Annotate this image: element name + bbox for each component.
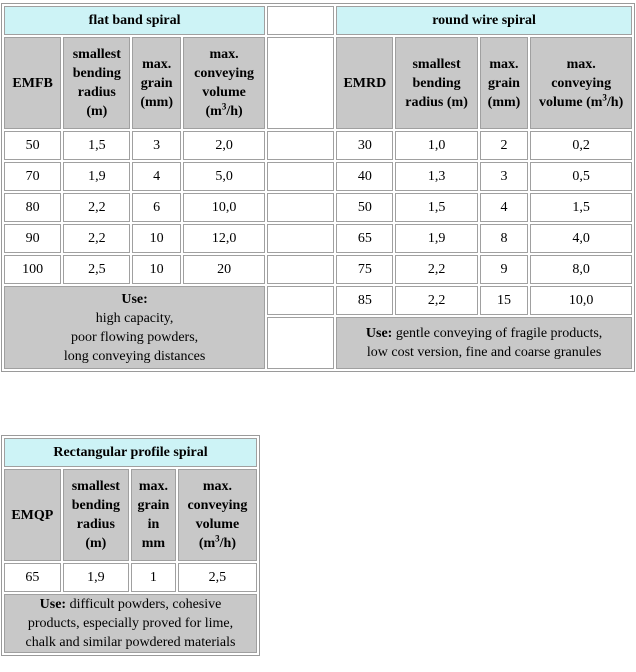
round-wire-cell: 0,5 bbox=[530, 162, 632, 191]
use-line: long conveying distances bbox=[63, 348, 206, 364]
table-row bbox=[4, 162, 632, 191]
round-wire-cell: 50 bbox=[336, 193, 393, 222]
flat-band-cell: 5,0 bbox=[183, 162, 265, 191]
round-wire-cell: 10,0 bbox=[530, 286, 632, 315]
round-wire-cell: 4 bbox=[480, 193, 529, 222]
use-label: Use: bbox=[39, 597, 67, 612]
rectangular-cell: 65 bbox=[4, 563, 61, 592]
use-label: Use: bbox=[121, 291, 148, 307]
round-wire-cell: 30 bbox=[336, 131, 393, 160]
flat-band-cell: 2,0 bbox=[183, 131, 265, 160]
rectangular-header-radius: smallest bending radius (m) bbox=[63, 469, 129, 561]
spacer-cell bbox=[267, 162, 334, 191]
use-line: gentle conveying of fragile products, bbox=[395, 326, 603, 341]
flat-band-cell: 100 bbox=[4, 255, 61, 284]
round-wire-cell: 1,5 bbox=[395, 193, 477, 222]
round-wire-cell: 1,9 bbox=[395, 224, 477, 253]
use-line: chalk and similar powdered materials bbox=[25, 635, 236, 650]
spacer-cell bbox=[267, 193, 334, 222]
flat-band-cell: 70 bbox=[4, 162, 61, 191]
table-row bbox=[4, 563, 257, 592]
use-line: difficult powders, cohesive bbox=[69, 597, 222, 612]
round-wire-cell: 8 bbox=[480, 224, 529, 253]
round-wire-cell: 0,2 bbox=[530, 131, 632, 160]
table-row bbox=[4, 255, 632, 284]
round-wire-cell: 3 bbox=[480, 162, 529, 191]
rectangular-cell: 1,9 bbox=[63, 563, 129, 592]
table-row bbox=[4, 224, 632, 253]
flat-band-cell: 2,5 bbox=[63, 255, 130, 284]
round-wire-cell: 1,3 bbox=[395, 162, 477, 191]
round-wire-cell: 2,2 bbox=[395, 286, 477, 315]
flat-band-cell: 10 bbox=[132, 224, 181, 253]
round-wire-cell: 65 bbox=[336, 224, 393, 253]
spiral-comparison-table bbox=[1, 3, 635, 372]
rectangular-cell: 1 bbox=[131, 563, 176, 592]
use-line: high capacity, bbox=[95, 310, 174, 326]
rectangular-cell: 2,5 bbox=[178, 563, 257, 592]
round-wire-use-note bbox=[336, 317, 632, 369]
rectangular-title: Rectangular profile spiral bbox=[4, 438, 257, 467]
flat-band-cell: 3 bbox=[132, 131, 181, 160]
flat-band-cell: 80 bbox=[4, 193, 61, 222]
flat-band-cell: 1,9 bbox=[63, 162, 130, 191]
spacer-cell bbox=[267, 255, 334, 284]
spacer-cell bbox=[267, 317, 334, 369]
round-wire-cell: 75 bbox=[336, 255, 393, 284]
round-wire-cell: 8,0 bbox=[530, 255, 632, 284]
flat-band-header-radius: smallest bending radius (m) bbox=[63, 37, 130, 129]
use-label: Use: bbox=[365, 326, 393, 341]
flat-band-cell: 6 bbox=[132, 193, 181, 222]
table-row bbox=[4, 193, 632, 222]
round-wire-cell: 1,0 bbox=[395, 131, 477, 160]
rectangular-use-note bbox=[4, 594, 257, 653]
flat-band-use-note bbox=[4, 286, 265, 369]
flat-band-header-volume: max. conveying volume $(m^3/h)$ bbox=[183, 37, 265, 129]
round-wire-cell: 4,0 bbox=[530, 224, 632, 253]
round-wire-title: round wire spiral bbox=[336, 6, 632, 35]
spacer-cell bbox=[267, 6, 334, 35]
flat-band-cell: 90 bbox=[4, 224, 61, 253]
flat-band-cell: 50 bbox=[4, 131, 61, 160]
flat-band-header-grain: max. grain (mm) bbox=[132, 37, 181, 129]
flat-band-title: flat band spiral bbox=[4, 6, 265, 35]
round-wire-cell: 2,2 bbox=[395, 255, 477, 284]
spacer-cell bbox=[267, 224, 334, 253]
flat-band-cell: 10,0 bbox=[183, 193, 265, 222]
flat-band-cell: 20 bbox=[183, 255, 265, 284]
use-line: products, especially proved for lime, bbox=[27, 616, 234, 631]
spacer-cell bbox=[267, 37, 334, 129]
round-wire-header-grain: max. grain (mm) bbox=[480, 37, 529, 129]
flat-band-cell: 12,0 bbox=[183, 224, 265, 253]
use-line: low cost version, fine and coarse granules bbox=[366, 345, 602, 360]
table-row bbox=[4, 131, 632, 160]
round-wire-cell: 9 bbox=[480, 255, 529, 284]
flat-band-cell: 2,2 bbox=[63, 224, 130, 253]
round-wire-cell: 40 bbox=[336, 162, 393, 191]
flat-band-cell: 10 bbox=[132, 255, 181, 284]
spacer-cell bbox=[267, 131, 334, 160]
flat-band-cell: 2,2 bbox=[63, 193, 130, 222]
round-wire-cell: 85 bbox=[336, 286, 393, 315]
flat-band-cell: 1,5 bbox=[63, 131, 130, 160]
flat-band-cell: 4 bbox=[132, 162, 181, 191]
rectangular-spiral-table bbox=[1, 435, 260, 656]
round-wire-cell: 15 bbox=[480, 286, 529, 315]
flat-band-header-type: EMFB bbox=[4, 37, 61, 129]
rectangular-header-grain: max. grain in mm bbox=[131, 469, 176, 561]
rectangular-header-type: EMQP bbox=[4, 469, 61, 561]
round-wire-cell: 2 bbox=[480, 131, 529, 160]
round-wire-header-type: EMRD bbox=[336, 37, 393, 129]
round-wire-cell: 1,5 bbox=[530, 193, 632, 222]
spacer-cell bbox=[267, 286, 334, 315]
round-wire-header-radius: smallest bending radius (m) bbox=[395, 37, 477, 129]
use-line: poor flowing powders, bbox=[71, 329, 199, 345]
round-wire-header-volume: max. conveying volume $(m^3/h)$ bbox=[530, 37, 632, 129]
rectangular-header-volume: max. conveying volume $(m^3/h)$ bbox=[178, 469, 257, 561]
